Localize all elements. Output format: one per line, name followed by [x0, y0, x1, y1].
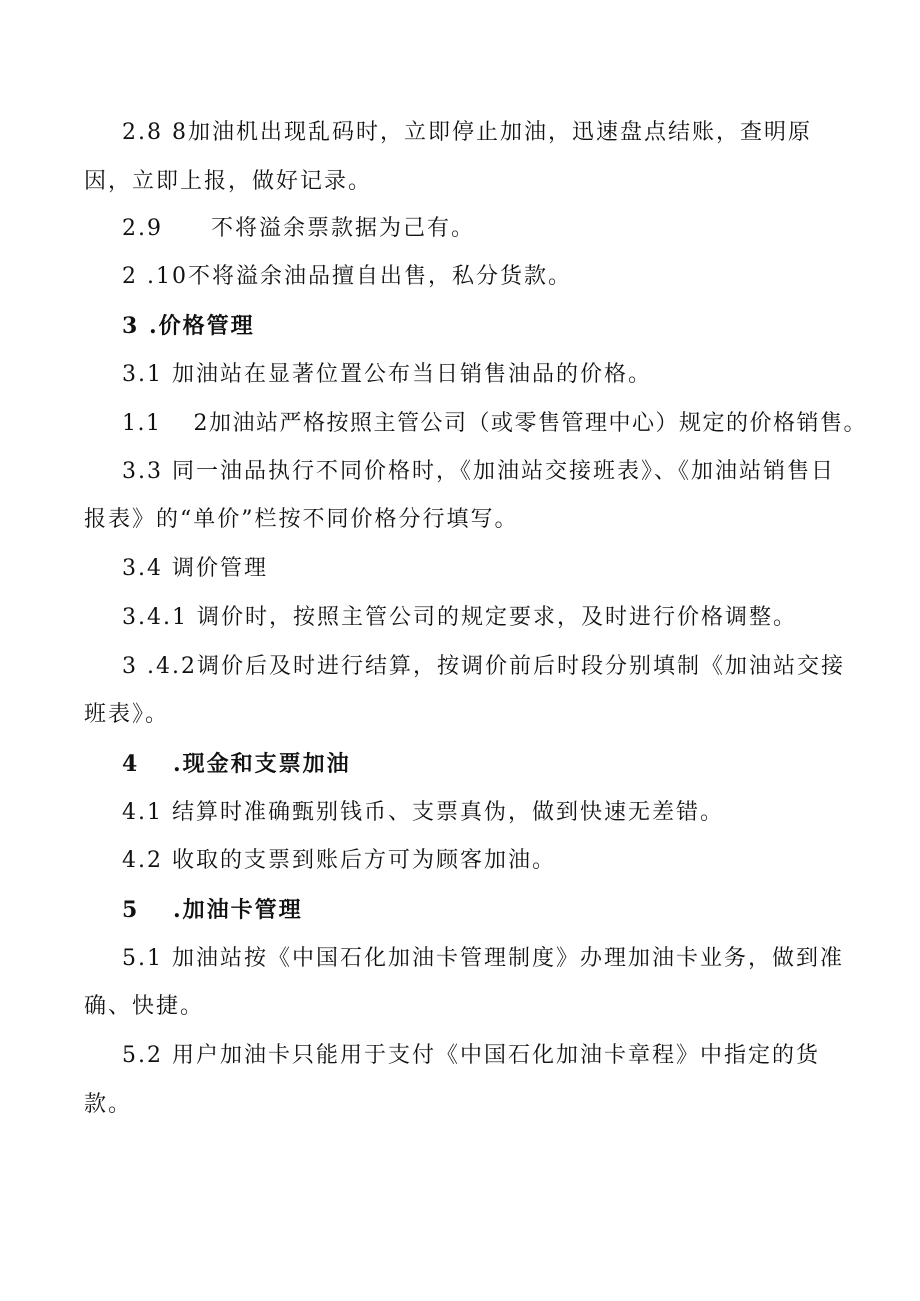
- line-4-1: 4.1 结算时准确甄别钱币、支票真伪，做到快速无差错。: [122, 800, 724, 825]
- line-3-4-2-a: 3 .4.2调价后及时进行结算，按调价前后时段分别填制《加油站交接: [122, 654, 845, 679]
- line-2-8-b: 因，立即上报，做好记录。: [84, 169, 373, 194]
- line-3-4-2-b: 班表》。: [84, 702, 170, 727]
- line-5-2-a: 5.2 用户加油卡只能用于支付《中国石化加油卡章程》中指定的货: [122, 1043, 820, 1068]
- line-3-2: 1.1 2加油站严格按照主管公司（或零售管理中心）规定的价格销售。: [122, 411, 867, 436]
- line-2-9: 2.9 不将溢余票款据为己有。: [122, 216, 475, 241]
- line-3-3-b: 报表》的“单价”栏按不同价格分行填写。: [84, 507, 519, 532]
- line-3-4-1: 3.4.1 调价时，按照主管公司的规定要求，及时进行价格调整。: [122, 605, 797, 630]
- line-5-1-b: 确、快捷。: [84, 994, 205, 1019]
- line-2-10: 2 .10不将溢余油品擅自出售，私分货款。: [122, 264, 572, 289]
- heading-cash-and-check: 4 .现金和支票加油: [122, 751, 351, 777]
- line-5-2-b: 款。: [84, 1092, 133, 1117]
- line-3-3-a: 3.3 同一油品执行不同价格时，《加油站交接班表》、《加油站销售日: [122, 459, 835, 484]
- heading-fuel-card-management: 5 .加油卡管理: [122, 897, 303, 923]
- line-3-1: 3.1 加油站在显著位置公布当日销售油品的价格。: [122, 362, 652, 387]
- line-3-4: 3.4 调价管理: [122, 556, 268, 581]
- heading-price-management: 3 .价格管理: [122, 313, 255, 339]
- line-4-2: 4.2 收取的支票到账后方可为顾客加油。: [122, 848, 556, 873]
- line-2-8-a: 2.8 8加油机出现乱码时，立即停止加油，迅速盘点结账，查明原: [122, 120, 812, 145]
- line-5-1-a: 5.1 加油站按《中国石化加油卡管理制度》办理加油卡业务，做到准: [122, 946, 844, 971]
